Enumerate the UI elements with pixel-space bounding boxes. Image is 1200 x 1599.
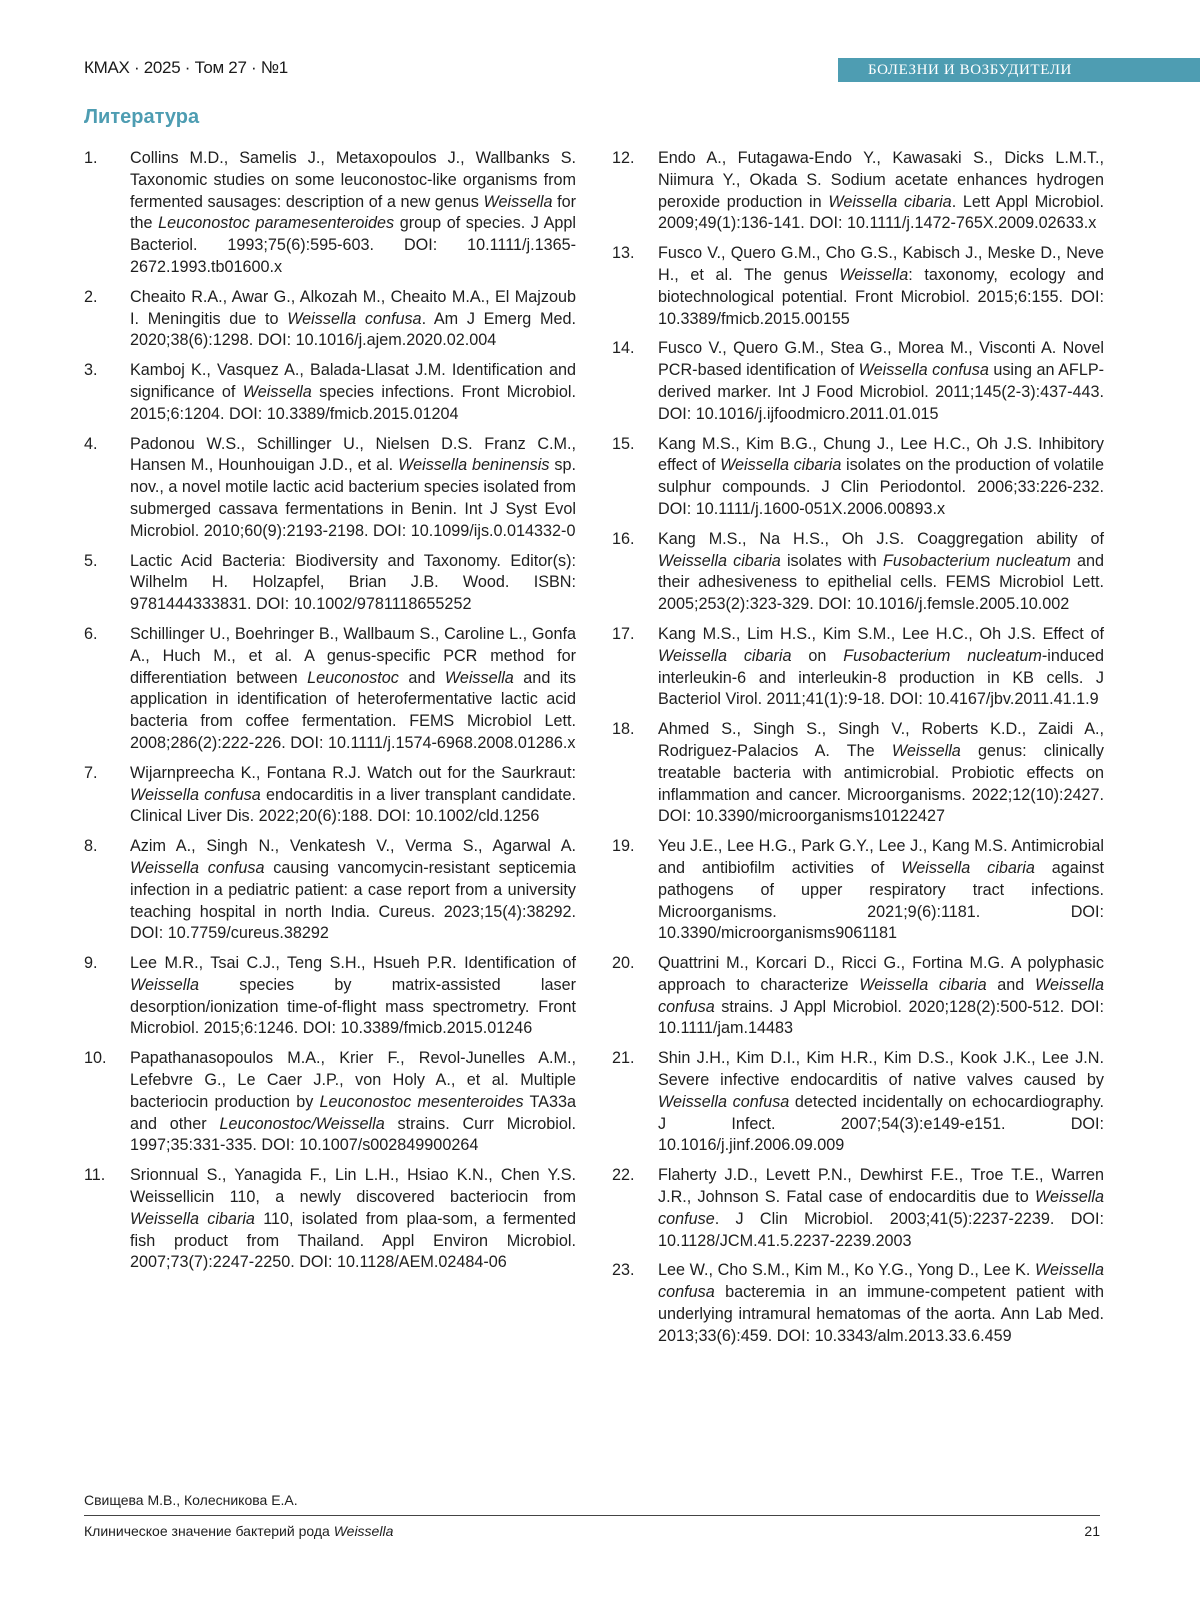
footer-title-genus: Weissella — [334, 1523, 394, 1539]
reference-text: Srionnual S., Yanagida F., Lin L.H., Hsiao K.N., Chen Y.S. Weissellicin 110, a newly discovered bacteriocin from Weissella cibaria 110, isolated from plaa-som, a fermented fish product from Thailand. Appl Environ Microbiol. 2007;73(7):2247-2250. DOI: 10.1128/AEM.02484-06 — [130, 1166, 576, 1271]
reference-item — [84, 763, 576, 828]
reference-item — [84, 1048, 576, 1157]
reference-number: 17. — [612, 624, 635, 646]
reference-text: Kang M.S., Lim H.S., Kim S.M., Lee H.C., Oh J.S. Effect of Weissella cibaria on Fusobacterium nucleatum-induced interleukin-6 and interleukin-8 production in KB cells. J Bacteriol Virol. 2011;41(1):9-18. DOI: 10.4167/jbv.2011.41.1.9 — [658, 625, 1104, 708]
reference-number: 10. — [84, 1048, 107, 1070]
reference-item — [612, 148, 1104, 235]
reference-item — [612, 1165, 1104, 1252]
reference-item — [84, 360, 576, 425]
reference-number: 4. — [84, 434, 98, 456]
reference-text: Kang M.S., Na H.S., Oh J.S. Coaggregation ability of Weissella cibaria isolates with Fusobacterium nucleatum and their adhesiveness to epithelial cells. FEMS Microbiol Lett. 2005;253(2):323-329. DOI: 10.1016/j.femsle.2005.10.002 — [658, 530, 1104, 613]
journal-header: КМАХ · 2025 · Том 27 · №1 — [84, 58, 288, 78]
reference-number: 20. — [612, 953, 635, 975]
reference-item — [612, 1048, 1104, 1157]
reference-text: Padonou W.S., Schillinger U., Nielsen D.S. Franz C.M., Hansen M., Hounhouigan J.D., et al. Weissella beninensis sp. nov., a novel motile lactic acid bacterium species isolated from submerged cassava fermentations in Benin. Int J Syst Evol Microbiol. 2010;60(9):2193-2198. DOI: 10.1099/ijs.0.014332-0 — [130, 435, 576, 540]
reference-text: Wijarnpreecha K., Fontana R.J. Watch out for the Saurkraut: Weissella confusa endocarditis in a liver transplant candidate. Clinical Liver Dis. 2022;20(6):188. DOI: 10.1002/cld.1256 — [130, 764, 576, 826]
reference-number: 2. — [84, 287, 98, 309]
reference-text: Flaherty J.D., Levett P.N., Dewhirst F.E., Troe T.E., Warren J.R., Johnson S. Fatal case of endocarditis due to Weissella confuse. J Clin Microbiol. 2003;41(5):2237-2239. DOI: 10.1128/JCM.41.5.2237-2239.2003 — [658, 1166, 1104, 1249]
reference-item — [612, 836, 1104, 945]
reference-number: 14. — [612, 338, 635, 360]
reference-number: 23. — [612, 1260, 635, 1282]
reference-text: Ahmed S., Singh S., Singh V., Roberts K.D., Zaidi A., Rodriguez-Palacios A. The Weissella genus: clinically treatable bacteria with antimicrobial. Probiotic effects on inflammation and cancer. Microorganisms. 2022;12(10):2427. DOI: 10.3390/microorganisms10122427 — [658, 720, 1104, 825]
footer-divider — [84, 1515, 1100, 1516]
reference-item — [612, 529, 1104, 616]
reference-text: Fusco V., Quero G.M., Cho G.S., Kabisch J., Meske D., Neve H., et al. The genus Weissella: taxonomy, ecology and biotechnological potential. Front Microbiol. 2015;6:155. DOI: 10.3389/fmicb.2015.00155 — [658, 244, 1104, 327]
footer-title-prefix: Клиническое значение бактерий рода — [84, 1523, 334, 1539]
reference-item — [612, 434, 1104, 521]
reference-number: 18. — [612, 719, 635, 741]
reference-item — [612, 953, 1104, 1040]
reference-item — [84, 1165, 576, 1274]
reference-text: Endo A., Futagawa-Endo Y., Kawasaki S., Dicks L.M.T., Niimura Y., Okada S. Sodium acetate enhances hydrogen peroxide production in Weissella cibaria. Lett Appl Microbiol. 2009;49(1):136-141. DOI: 10.1111/j.1472-765X.2009.02633.x — [658, 149, 1104, 232]
reference-text: Kang M.S., Kim B.G., Chung J., Lee H.C., Oh J.S. Inhibitory effect of Weissella cibaria isolates on the production of volatile sulphur compounds. J Clin Periodontol. 2006;33:226-232. DOI: 10.1111/j.1600-051X.2006.00893.x — [658, 435, 1104, 518]
reference-text: Quattrini M., Korcari D., Ricci G., Fortina M.G. A polyphasic approach to characterize Weissella cibaria and Weissella confusa strains. J Appl Microbiol. 2020;128(2):500-512. DOI: 10.1111/jam.14483 — [658, 954, 1104, 1037]
reference-number: 3. — [84, 360, 98, 382]
reference-text: Shin J.H., Kim D.I., Kim H.R., Kim D.S., Kook J.K., Lee J.N. Severe infective endocarditis of native valves caused by Weissella confusa detected incidentally on echocardiography. J Infect. 2007;54(3):e149-e151. DOI: 10.1016/j.jinf.2006.09.009 — [658, 1049, 1104, 1154]
reference-text: Fusco V., Quero G.M., Stea G., Morea M., Visconti A. Novel PCR-based identification of Weissella confusa using an AFLP-derived marker. Int J Food Microbiol. 2011;145(2-3):437-443. DOI: 10.1016/j.ijfoodmicro.2011.01.015 — [658, 339, 1104, 422]
reference-number: 21. — [612, 1048, 635, 1070]
references-column-left — [84, 148, 576, 1282]
reference-text: Papathanasopoulos M.A., Krier F., Revol-Junelles A.M., Lefebvre G., Le Caer J.P., von Holy A., et al. Multiple bacteriocin production by Leuconostoc mesenteroides TA33a and other Leuconostoc/Weissella strains. Curr Microbiol. 1997;35:331-335. DOI: 10.1007/s002849900264 — [130, 1049, 576, 1154]
references-column-right — [612, 148, 1104, 1356]
reference-text: Collins M.D., Samelis J., Metaxopoulos J., Wallbanks S. Taxonomic studies on some leuconostoc-like organisms from fermented sausages: description of a new genus Weissella for the Leuconostoc paramesenteroides group of species. J Appl Bacteriol. 1993;75(6):595-603. DOI: 10.1111/j.1365-2672.1993.tb01600.x — [130, 149, 576, 276]
reference-number: 9. — [84, 953, 98, 975]
reference-item — [84, 624, 576, 755]
section-heading: Литература — [84, 106, 199, 129]
reference-item — [84, 287, 576, 352]
reference-number: 1. — [84, 148, 98, 170]
reference-text: Lee M.R., Tsai C.J., Teng S.H., Hsueh P.R. Identification of Weissella species by matrix-assisted laser desorption/ionization time-of-flight mass spectrometry. Front Microbiol. 2015;6:1246. DOI: 10.3389/fmicb.2015.01246 — [130, 954, 576, 1037]
reference-text: Yeu J.E., Lee H.G., Park G.Y., Lee J., Kang M.S. Antimicrobial and antibiofilm activities of Weissella cibaria against pathogens of upper respiratory tract infections. Microorganisms. 2021;9(6):1181. DOI: 10.3390/microorganisms9061181 — [658, 837, 1104, 942]
reference-number: 19. — [612, 836, 635, 858]
page-number: 21 — [1060, 1523, 1100, 1539]
reference-number: 13. — [612, 243, 635, 265]
reference-item — [84, 551, 576, 616]
reference-number: 12. — [612, 148, 635, 170]
reference-item — [84, 148, 576, 279]
reference-item — [612, 243, 1104, 330]
reference-text: Cheaito R.A., Awar G., Alkozah M., Cheaito M.A., El Majzoub I. Meningitis due to Weissella confusa. Am J Emerg Med. 2020;38(6):1298. DOI: 10.1016/j.ajem.2020.02.004 — [130, 288, 576, 350]
reference-text: Kamboj K., Vasquez A., Balada-Llasat J.M. Identification and significance of Weissella species infections. Front Microbiol. 2015;6:1204. DOI: 10.3389/fmicb.2015.01204 — [130, 361, 576, 423]
reference-number: 8. — [84, 836, 98, 858]
reference-number: 15. — [612, 434, 635, 456]
reference-item — [84, 953, 576, 1040]
reference-number: 16. — [612, 529, 635, 551]
reference-number: 7. — [84, 763, 98, 785]
reference-text: Lee W., Cho S.M., Kim M., Ko Y.G., Yong D., Lee K. Weissella confusa bacteremia in an immune-competent patient with underlying intramural hematomas of the aorta. Ann Lab Med. 2013;33(6):459. DOI: 10.3343/alm.2013.33.6.459 — [658, 1261, 1104, 1344]
reference-text: Azim A., Singh N., Venkatesh V., Verma S., Agarwal A. Weissella confusa causing vancomycin-resistant septicemia infection in a pediatric patient: a case report from a university teaching hospital in north India. Cureus. 2023;15(4):38292. DOI: 10.7759/cureus.38292 — [130, 837, 576, 942]
reference-number: 11. — [84, 1165, 105, 1187]
reference-item — [84, 434, 576, 543]
reference-item — [612, 338, 1104, 425]
reference-text: Lactic Acid Bacteria: Biodiversity and Taxonomy. Editor(s): Wilhelm H. Holzapfel, Brian J.B. Wood. ISBN: 9781444333831. DOI: 10.1002/9781118655252 — [130, 552, 576, 614]
footer-article-title — [84, 1523, 393, 1539]
reference-item — [84, 836, 576, 945]
footer-authors: Свищева М.В., Колесникова Е.А. — [84, 1492, 298, 1508]
reference-number: 5. — [84, 551, 98, 573]
reference-item — [612, 1260, 1104, 1347]
reference-item — [612, 624, 1104, 711]
reference-item — [612, 719, 1104, 828]
reference-number: 22. — [612, 1165, 635, 1187]
reference-text: Schillinger U., Boehringer B., Wallbaum S., Caroline L., Gonfa A., Huch M., et al. A genus-specific PCR method for differentiation between Leuconostoc and Weissella and its application in identification of heterofermentative lactic acid bacteria from coffee fermentation. FEMS Microbiol Lett. 2008;286(2):222-226. DOI: 10.1111/j.1574-6968.2008.01286.x — [130, 625, 576, 752]
reference-number: 6. — [84, 624, 98, 646]
section-tab: БОЛЕЗНИ И ВОЗБУДИТЕЛИ — [838, 58, 1200, 82]
